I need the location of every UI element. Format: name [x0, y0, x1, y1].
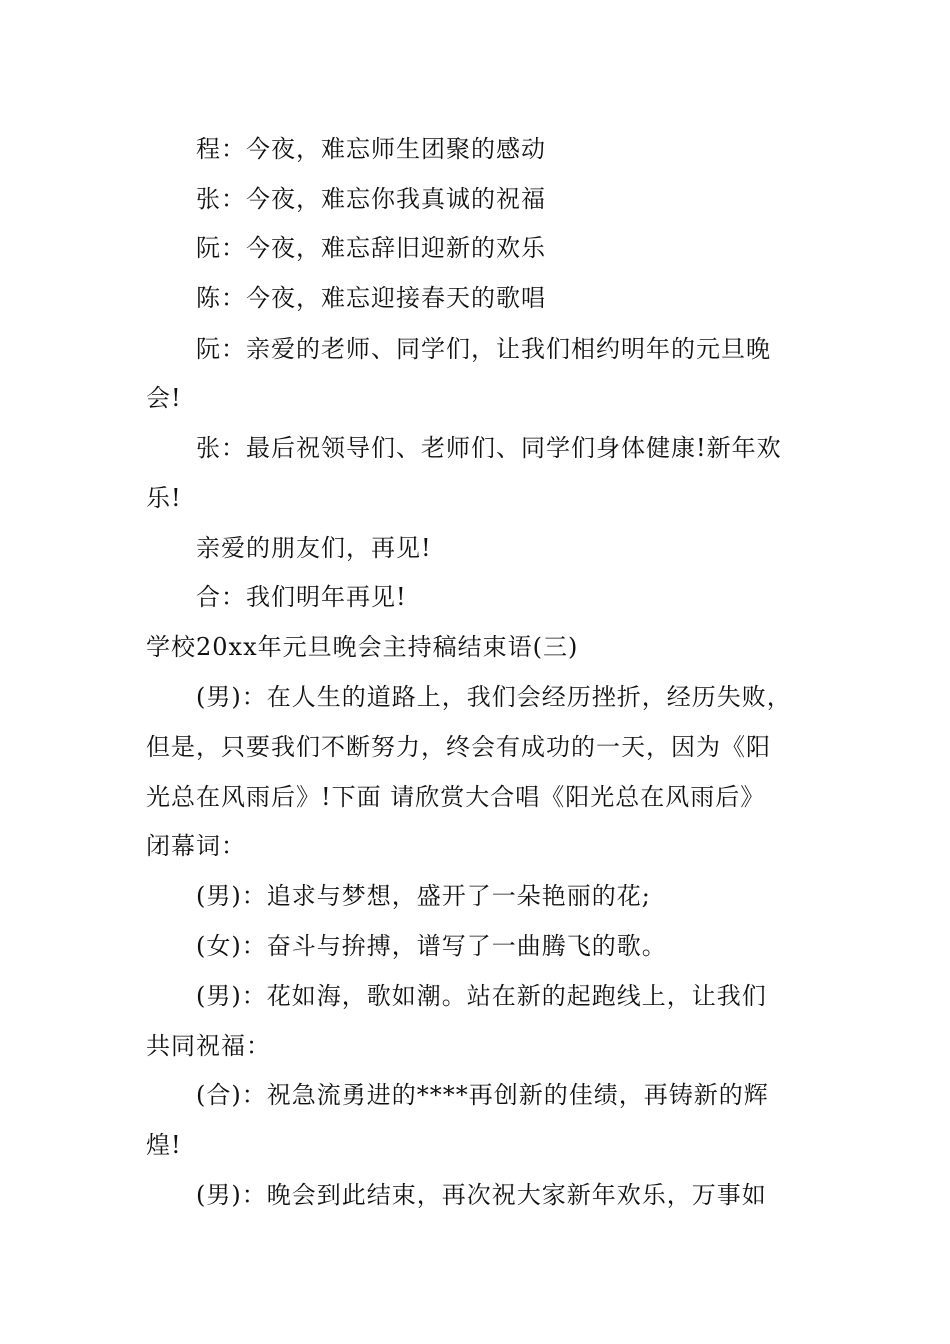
text-line: 会! [146, 384, 182, 412]
text-line: 亲爱的朋友们，再见! [196, 534, 432, 562]
section-heading: 学校20xx年元旦晚会主持稿结束语(三) [146, 633, 579, 661]
text-line: 程：今夜，难忘师生团聚的感动 [196, 135, 546, 163]
text-line: 阮：今夜，难忘辞旧迎新的欢乐 [196, 234, 546, 262]
text-line: (男)：在人生的道路上，我们会经历挫折，经历失败， [196, 683, 792, 711]
text-line: 煌! [146, 1131, 182, 1159]
text-line: 张：最后祝领导们、老师们、同学们身体健康!新年欢 [196, 434, 782, 462]
text-line: 但是，只要我们不断努力，终会有成功的一天，因为《阳 [146, 733, 771, 761]
text-line: 闭幕词： [146, 832, 246, 860]
text-line: (男)：晚会到此结束，再次祝大家新年欢乐，万事如 [196, 1181, 767, 1209]
text-line: (男)：追求与梦想，盛开了一朵艳丽的花; [196, 882, 651, 910]
text-line: 合：我们明年再见! [196, 583, 407, 611]
text-line: (男)：花如海，歌如潮。站在新的起跑线上，让我们 [196, 982, 767, 1010]
text-line: 光总在风雨后》!下面 请欣赏大合唱《阳光总在风雨后》 [146, 783, 766, 811]
text-line: 共同祝福： [146, 1032, 271, 1060]
text-line: (合)：祝急流勇进的****再创新的佳绩，再铸新的辉 [196, 1081, 769, 1109]
text-line: 乐! [146, 484, 182, 512]
text-line: 张：今夜，难忘你我真诚的祝福 [196, 185, 546, 213]
text-line: 陈：今夜，难忘迎接春天的歌唱 [196, 284, 546, 312]
text-line: (女)：奋斗与拚搏，谱写了一曲腾飞的歌。 [196, 932, 667, 960]
text-line: 阮：亲爱的老师、同学们，让我们相约明年的元旦晚 [196, 335, 771, 363]
